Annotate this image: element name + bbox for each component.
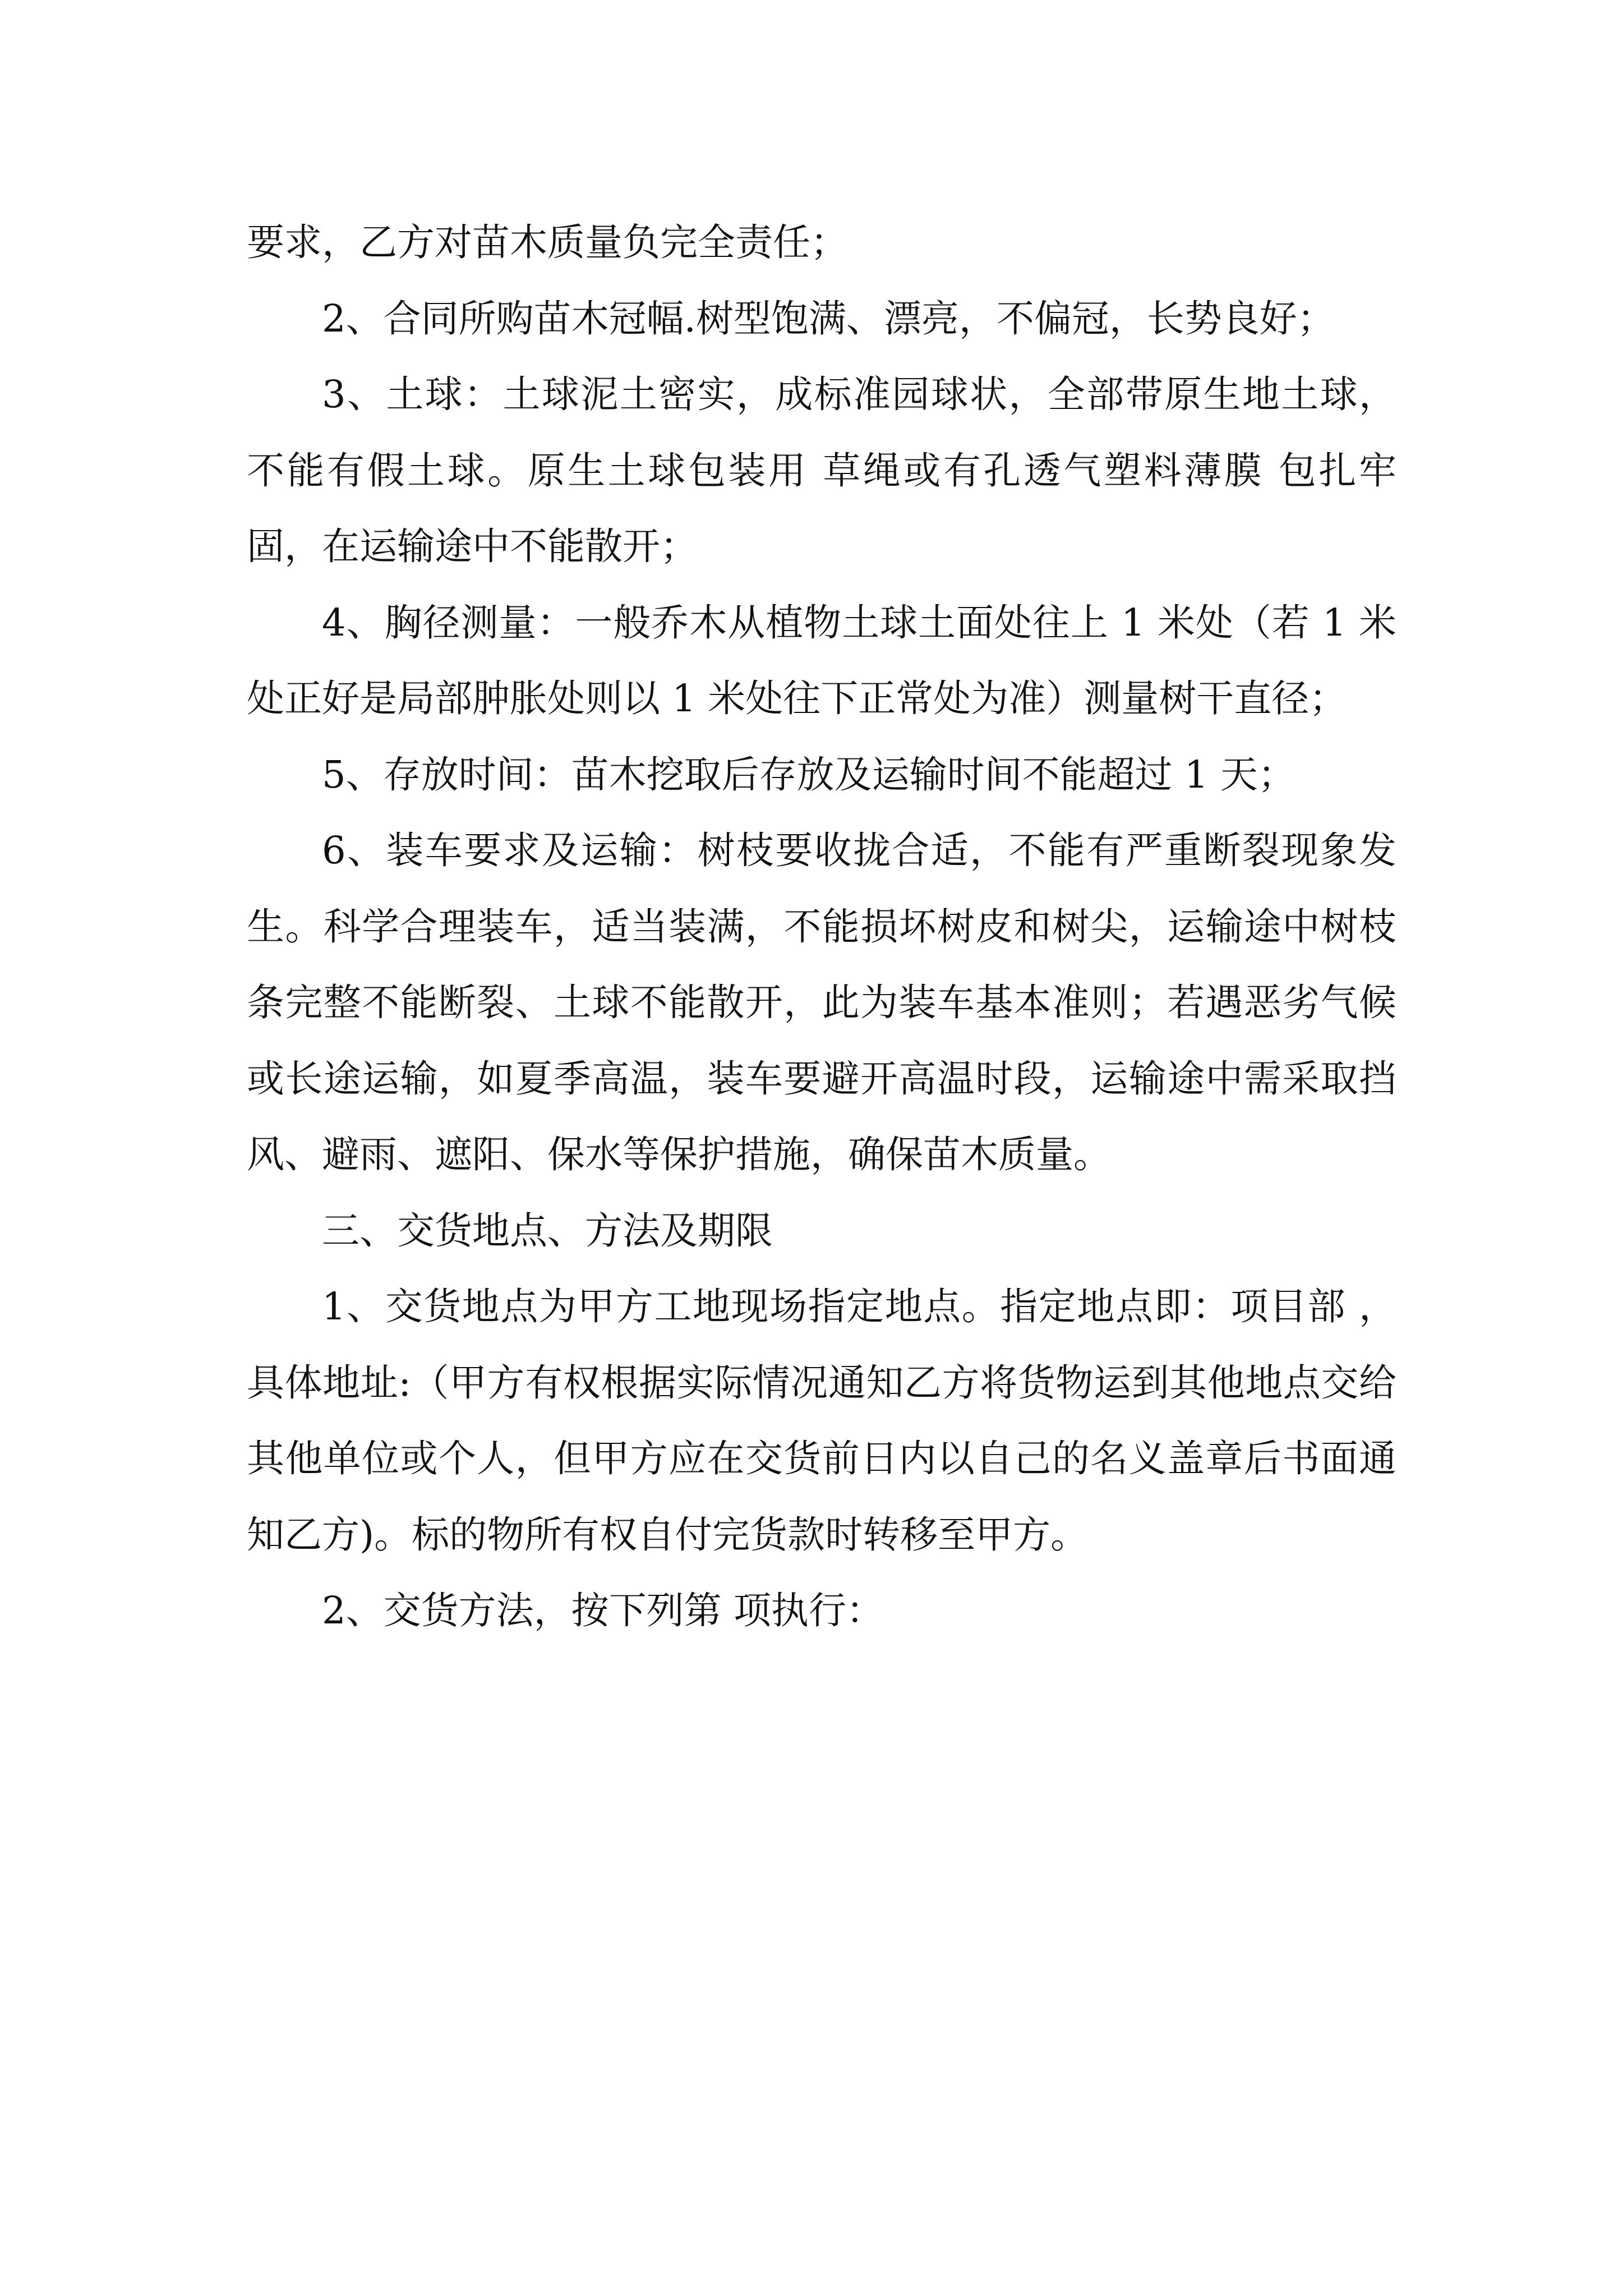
paragraph-loading-transport: 6、装车要求及运输：树枝要收拢合适，不能有严重断裂现象发生。科学合理装车，适当装满，不能损坏树皮和树尖，运输途中树枝条完整不能断裂、土球不能散开，此为装车基本准则；若遇恶劣气候或长途运输，如夏季高温，装车要避开高温时段，运输途中需采取挡风、避雨、遮阳、保水等保护措施，确保苗木质量。 <box>247 829 1396 1176</box>
paragraph-delivery-location: 1、交货地点为甲方工地现场指定地点。指定地点即：项目部 ，具体地址:（甲方有权根据实际情况通知乙方将货物运到其他地点交给其他单位或个人，但甲方应在交货前日内以自己的名义盖章后书面通知乙方)。标的物所有权自付完货款时转移至甲方。 <box>247 1285 1396 1557</box>
paragraph-quality-responsibility: 要求，乙方对苗木质量负完全责任； <box>247 220 848 264</box>
paragraph-delivery-method: 2、交货方法，按下列第 项执行： <box>322 1589 884 1632</box>
paragraph-storage-time: 5、存放时间：苗木挖取后存放及运输时间不能超过 1 天； <box>322 752 1295 797</box>
paragraph-soil-ball: 3、土球：土球泥土密实，成标准园球状，全部带原生地土球，不能有假土球。原生土球包装用 草绳或有孔透气塑料薄膜 包扎牢固，在运输途中不能散开； <box>247 372 1396 568</box>
document-body <box>247 205 1396 1649</box>
section-heading-delivery: 三、交货地点、方法及期限 <box>322 1208 773 1253</box>
paragraph-diameter-measurement: 4、胸径测量：一般乔木从植物土球土面处往上 1 米处（若 1 米处正好是局部肿胀处则以 1 米处往下正常处为准）测量树干直径； <box>247 600 1396 720</box>
paragraph-crown-requirement: 2、合同所购苗木冠幅.树型饱满、漂亮，不偏冠，长势良好； <box>322 296 1335 341</box>
